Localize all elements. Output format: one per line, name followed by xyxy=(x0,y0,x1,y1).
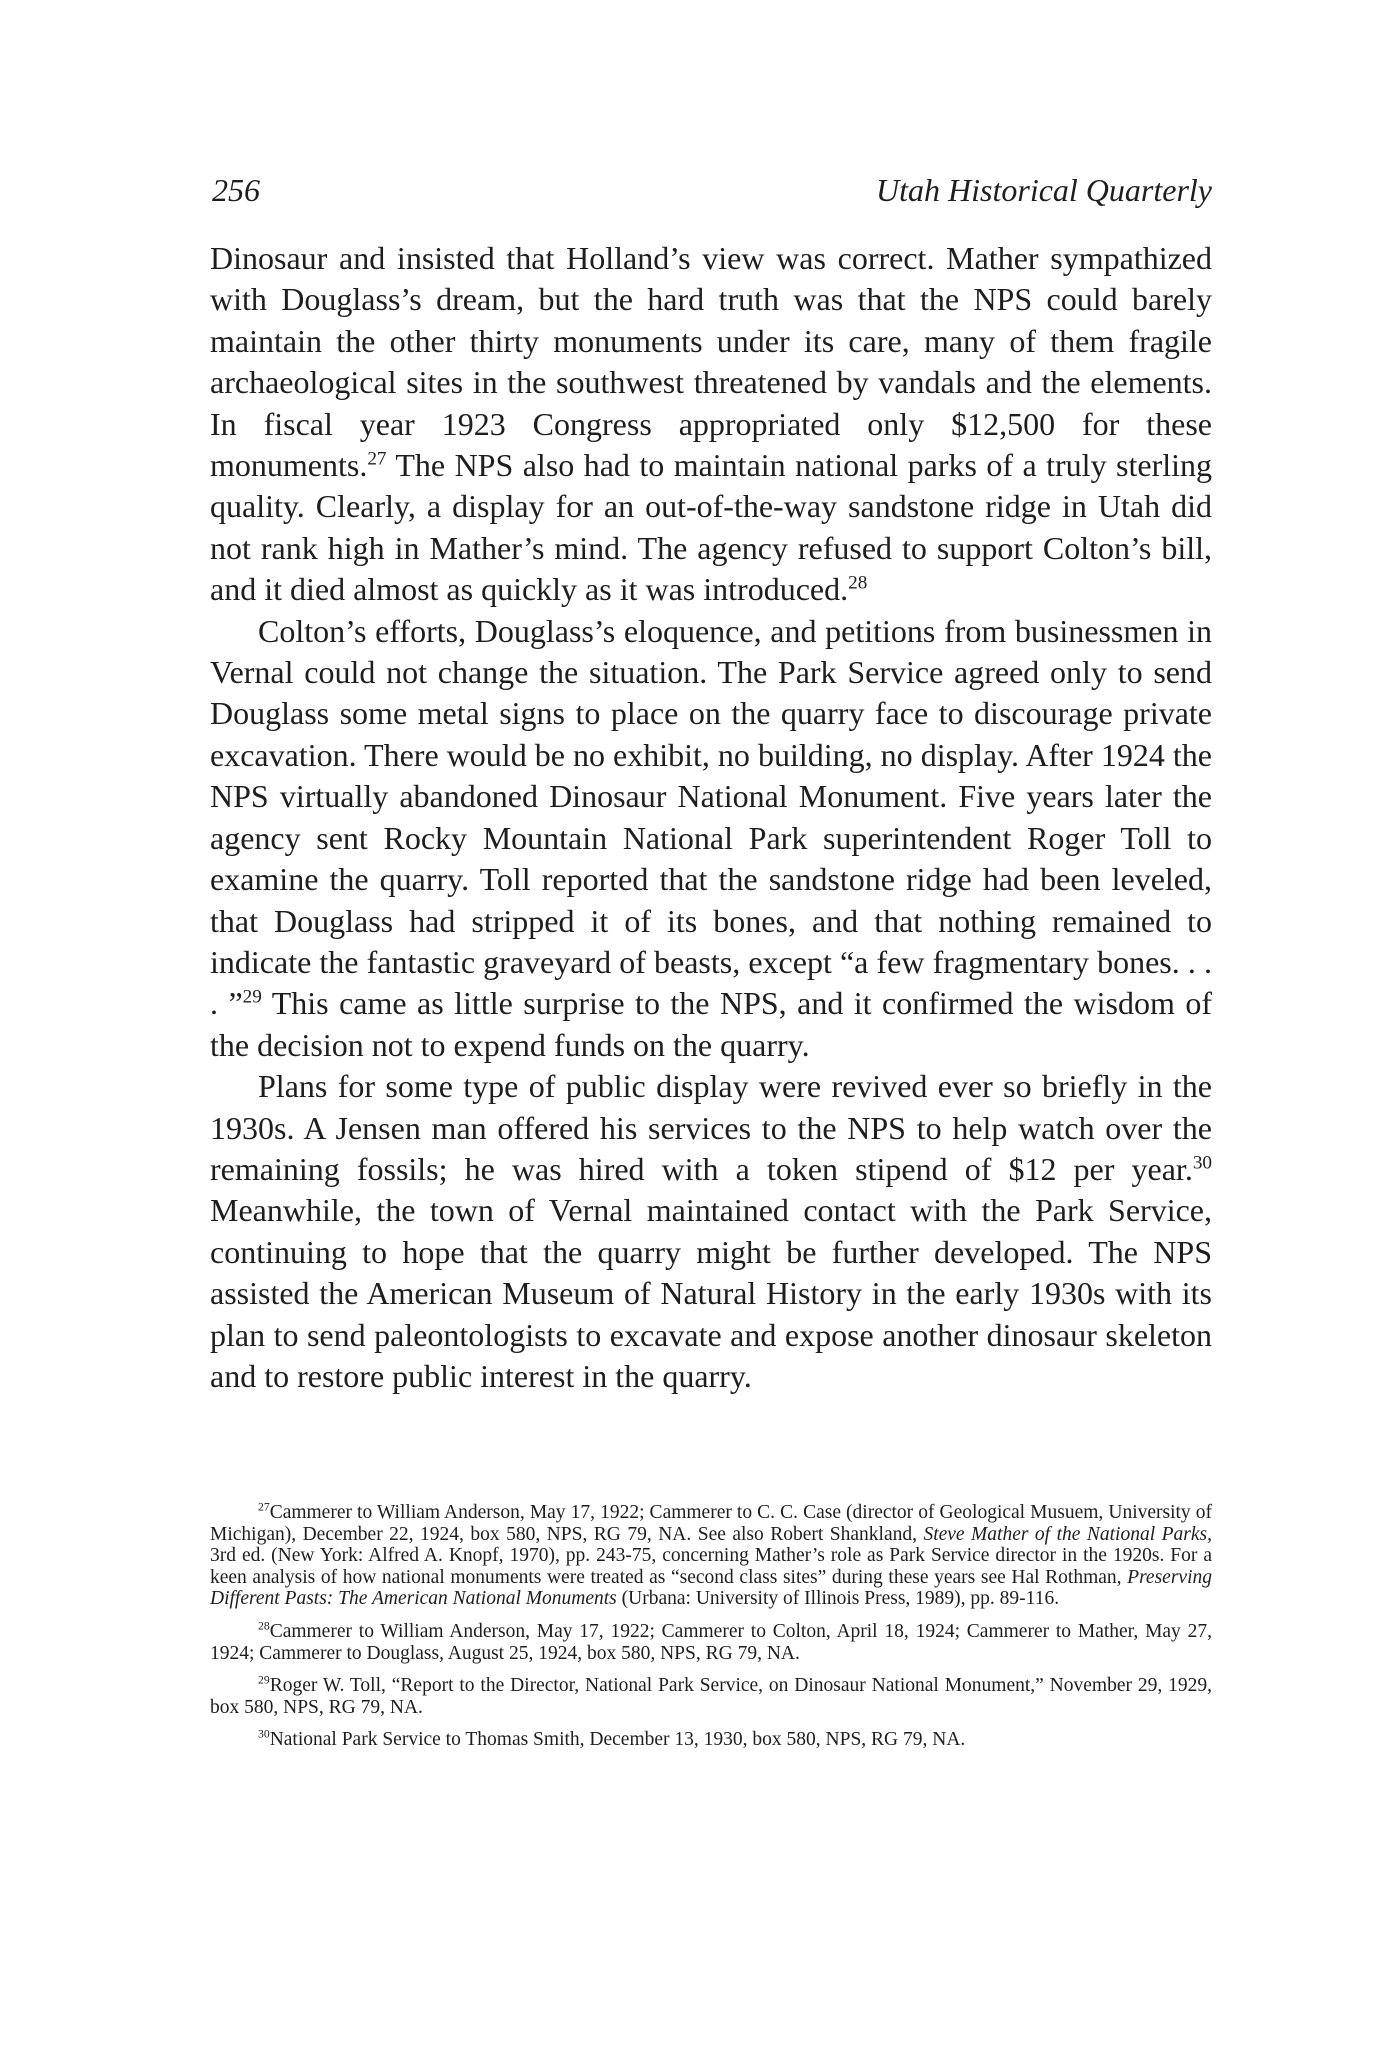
footnote-ref-27: 27 xyxy=(367,448,387,470)
footnote-ref-30: 30 xyxy=(1192,1152,1212,1174)
footnote-ref-28: 28 xyxy=(848,572,868,594)
paragraph-2 xyxy=(210,611,1212,1066)
footnote-28 xyxy=(210,1621,1212,1664)
footnote-text: Cammerer to William Anderson, May 17, 1922; Cammerer to C. C. Case (director of Geological Musuem, University of Michigan), December 22, 1924, box 580, NPS, RG 79, NA. See also Robert Shankland, xyxy=(210,1502,1212,1545)
page-header xyxy=(212,172,1212,222)
book-title: Preserving Different Pasts: The American National Monuments xyxy=(210,1566,1212,1610)
footnote-number: 29 xyxy=(258,1673,270,1687)
footnote-number: 30 xyxy=(258,1727,270,1741)
footnote-number: 28 xyxy=(258,1619,270,1633)
footnote-29 xyxy=(210,1675,1212,1718)
paragraph-1-text-b: The NPS also had to maintain national parks of a truly sterling quality. Clearly, a display for an out-of-the-way sandstone ridge in Utah did not rank high in Mather’s mind. The agency refused to support Colton’s bill, and it died almost as quickly as it was introduced. xyxy=(210,447,1212,608)
paragraph-2-text-b: This came as little surprise to the NPS, and it confirmed the wisdom of the decision not to expend funds on the quarry. xyxy=(210,985,1213,1063)
paragraph-3-text-b: Meanwhile, the town of Vernal maintained contact with the Park Service, continuing to hope that the quarry might be further developed. The NPS assisted the American Museum of Natural History in the early 1930s with its plan to send paleontologists to excavate and expose another dinosaur skeleton and to restore public interest in the quarry. xyxy=(210,1192,1212,1394)
footnote-30 xyxy=(210,1729,1212,1751)
footnote-ref-29: 29 xyxy=(242,986,262,1008)
page-number: 256 xyxy=(212,172,260,208)
paragraph-1-text-a: Dinosaur and insisted that Holland’s view was correct. Mather sympathized with Douglass’s dream, but the hard truth was that the NPS could barely maintain the other thirty monuments under its care, many of them fragile archaeological sites in the southwest threatened by vandals and the elements. In fiscal year 1923 Congress appropriated only $12,500 for these monuments. xyxy=(210,240,1212,484)
running-head: Utah Historical Quarterly xyxy=(876,172,1212,208)
footnote-text: National Park Service to Thomas Smith, December 13, 1930, box 580, NPS, RG 79, NA. xyxy=(269,1729,966,1751)
footnote-text: Roger W. Toll, “Report to the Director, National Park Service, on Dinosaur National Monument,” November 29, 1929, box 580, NPS, RG 79, NA. xyxy=(210,1675,1212,1718)
paragraph-2-text-a: Colton’s efforts, Douglass’s eloquence, and petitions from businessmen in Vernal could not change the situation. The Park Service agreed only to send Douglass some metal signs to place on the quarry face to discourage private excavation. There would be no exhibit, no building, no display. After 1924 the NPS virtually abandoned Dinosaur National Monument. Five years later the agency sent Rocky Mountain National Park superintendent Roger Toll to examine the quarry. Toll reported that the sandstone ridge had been leveled, that Douglass had stripped it of its bones, and that nothing remained to indicate the fantastic graveyard of beasts, except “a few fragmentary bones. . . . ” xyxy=(210,612,1212,1022)
paragraph-3-text-a: Plans for some type of public display were revived ever so briefly in the 1930s. A Jensen man offered his services to the NPS to help watch over the remaining fossils; he was hired with a token stipend of $12 per year. xyxy=(210,1068,1212,1187)
footnote-text: (Urbana: University of Illinois Press, 1989), pp. 89-116. xyxy=(616,1588,1060,1610)
footnotes xyxy=(210,1502,1212,1762)
footnote-text: , 3rd ed. (New York: Alfred A. Knopf, 1970), pp. 243-75, concerning Mather’s role as Park Service director in the 1920s. For a keen analysis of how national monuments were treated as “second class sites” during these years see Hal Rothman, xyxy=(210,1523,1212,1588)
body-text xyxy=(210,238,1212,1397)
footnote-number: 27 xyxy=(258,1500,270,1514)
paragraph-3 xyxy=(210,1066,1212,1397)
paragraph-1 xyxy=(210,238,1212,611)
book-title: Steve Mather of the National Parks xyxy=(923,1523,1208,1545)
footnote-text: Cammerer to William Anderson, May 17, 1922; Cammerer to Colton, April 18, 1924; Cammerer to Mather, May 27, 1924; Cammerer to Douglass, August 25, 1924, box 580, NPS, RG 79, NA. xyxy=(210,1620,1212,1664)
footnote-27 xyxy=(210,1502,1212,1610)
